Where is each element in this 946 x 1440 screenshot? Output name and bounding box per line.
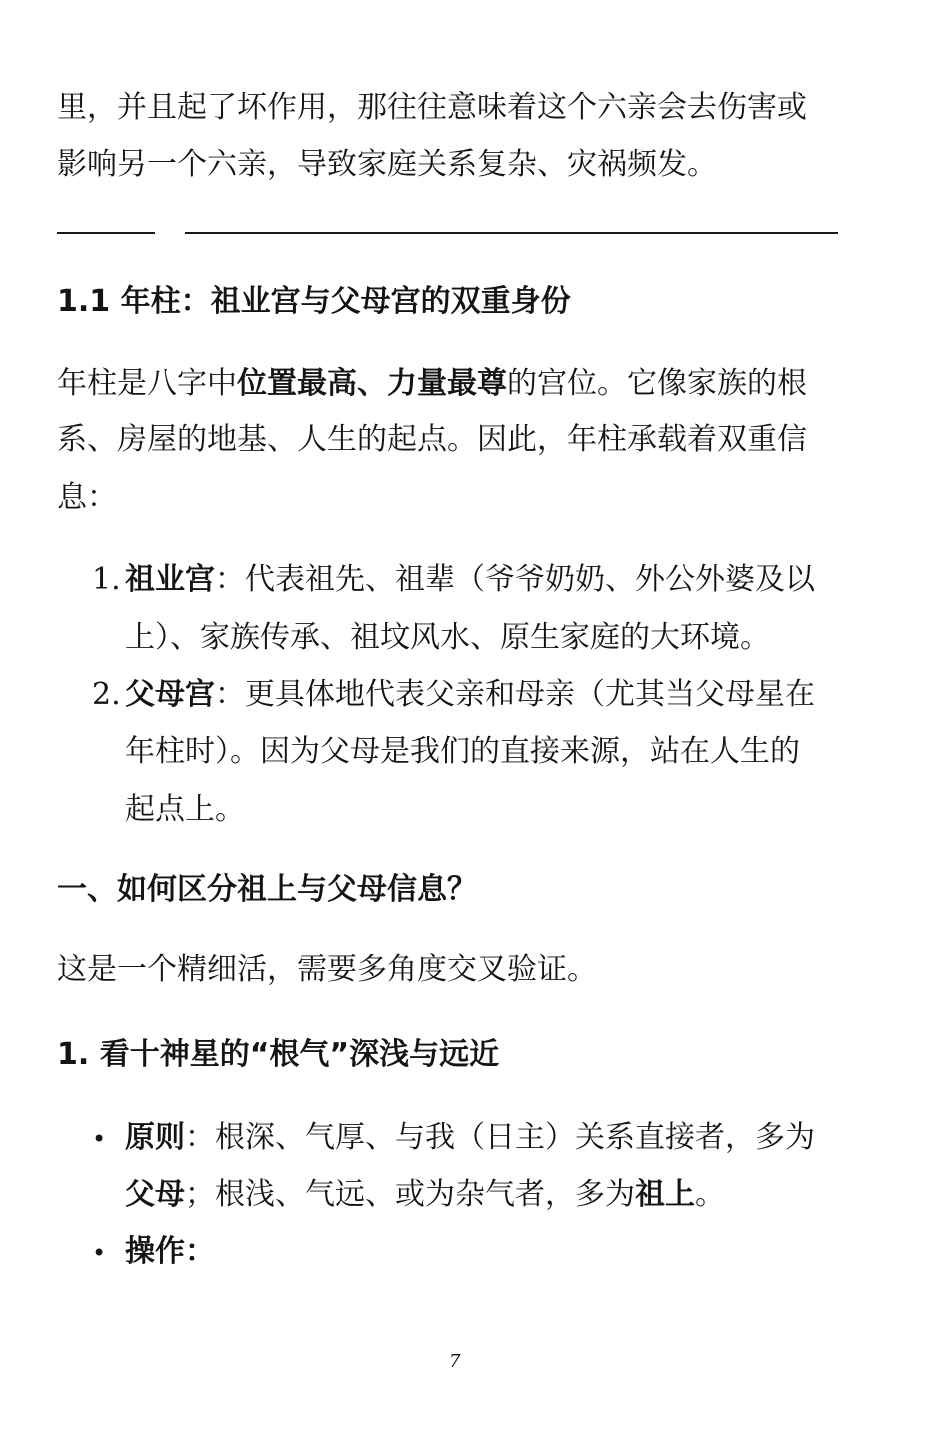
paragraph-text: 年柱是八字中 xyxy=(57,366,237,401)
bullet-item-1 xyxy=(92,1118,815,1158)
section-heading-one: 一、如何区分祖上与父母信息？ xyxy=(57,872,477,907)
list-item-2-continuation-2: 起点上。 xyxy=(125,792,245,827)
paragraph-line-3: 息： xyxy=(57,480,117,515)
list-marker: 2. xyxy=(92,677,121,712)
intro-line-2: 影响另一个六亲，导致家庭关系复杂、灾祸频发。 xyxy=(57,147,717,182)
bullet-item-2 xyxy=(92,1232,215,1272)
page-number: 7 xyxy=(449,1351,461,1372)
list-item-2 xyxy=(92,675,815,715)
list-term: 父母宫 xyxy=(125,677,215,712)
bullet-text: ：根深、气厚、与我（日主）关系直接者，多为 xyxy=(185,1120,815,1155)
intro-line-1: 里，并且起了坏作用，那往往意味着这个六亲会去伤害或 xyxy=(57,90,807,125)
bullet-marker: • xyxy=(92,1125,107,1153)
bullet-text: ： xyxy=(185,1234,215,1269)
list-item-2-continuation-1: 年柱时）。因为父母是我们的直接来源，站在人生的 xyxy=(125,734,800,769)
bullet-text: ；根浅、气远、或为杂气者，多为 xyxy=(185,1177,635,1212)
list-item-1-continuation: 上）、家族传承、祖坟风水、原生家庭的大环境。 xyxy=(125,620,770,655)
bullet-emphasis: 祖上 xyxy=(635,1177,695,1212)
list-term: 祖业宫 xyxy=(125,562,215,597)
bullet-term: 原则 xyxy=(125,1120,185,1155)
divider-rule-short xyxy=(57,232,155,234)
section-heading-1-1: 1.1 年柱：祖业宫与父母宫的双重身份 xyxy=(57,284,571,319)
paragraph-text: 的宫位。它像家族的根 xyxy=(507,366,807,401)
bullet-term: 操作 xyxy=(125,1234,185,1269)
list-item-1 xyxy=(92,560,815,600)
list-marker: 1. xyxy=(92,562,121,597)
bullet-item-1-continuation xyxy=(125,1175,725,1215)
divider-rule-long xyxy=(185,232,838,234)
paragraph-emphasis: 位置最高、力量最尊 xyxy=(237,366,507,401)
paragraph-line-1 xyxy=(57,364,807,404)
sub-heading: 1. 看十神星的“根气”深浅与远近 xyxy=(57,1037,500,1072)
list-text: ：更具体地代表父亲和母亲（尤其当父母星在 xyxy=(215,677,815,712)
bullet-emphasis: 父母 xyxy=(125,1177,185,1212)
bullet-text: 。 xyxy=(695,1177,725,1212)
bullet-marker: • xyxy=(92,1239,107,1267)
section-intro: 这是一个精细活，需要多角度交叉验证。 xyxy=(57,952,597,987)
paragraph-line-2: 系、房屋的地基、人生的起点。因此，年柱承载着双重信 xyxy=(57,422,807,457)
list-text: ：代表祖先、祖辈（爷爷奶奶、外公外婆及以 xyxy=(215,562,815,597)
